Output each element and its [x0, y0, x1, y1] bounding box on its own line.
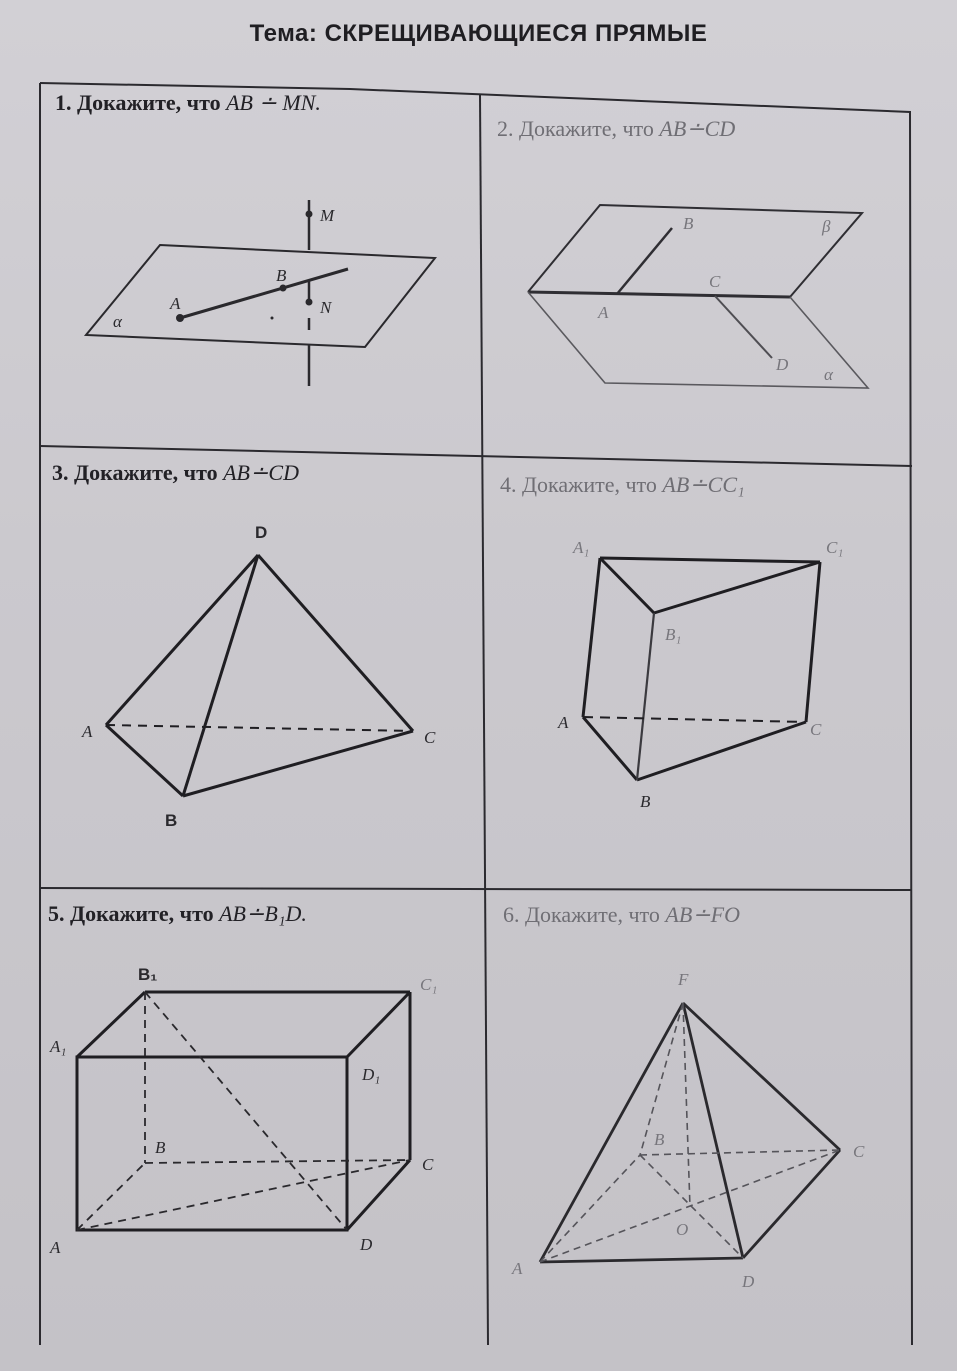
f3-edge-ac: [106, 725, 413, 731]
f6-label-d: D: [742, 1272, 755, 1291]
f5-label-b: B: [155, 1138, 166, 1157]
f6-edge-fd: [683, 1003, 743, 1258]
f1-label-n: N: [320, 298, 332, 317]
f5-hidden-edges: [77, 992, 410, 1230]
f3-edge-da: [106, 555, 258, 725]
f4-label-a1: A₁: [573, 538, 590, 557]
f6-label-a: A: [512, 1259, 523, 1278]
f4-edge-ab: [583, 717, 637, 780]
f4-edge-bb1: [637, 613, 654, 780]
f1-label-alpha: α: [113, 312, 122, 331]
task-5-statement: AB∸B₁D.: [219, 901, 307, 926]
f4-edge-aa1: [583, 558, 600, 717]
task-6-number: 6.: [503, 902, 520, 927]
f2-edge-line: [528, 292, 790, 297]
f2-label-beta: β: [822, 217, 831, 236]
task-4-prompt: Докажите, что: [522, 472, 657, 497]
task-1-prompt: Докажите, что: [77, 90, 221, 115]
task-5-number: 5.: [48, 901, 65, 926]
f4-edge-a1b1: [600, 558, 654, 613]
figure-2: [528, 205, 868, 388]
f2-line-cd: [715, 296, 772, 358]
task-5-prompt: Докажите, что: [70, 901, 214, 926]
f5-edge-bc: [145, 1160, 410, 1163]
f6-hidden-edges: [540, 1003, 840, 1262]
f5-label-d1: D₁: [362, 1065, 381, 1084]
f6-label-c: C: [853, 1142, 865, 1161]
f5-edge-a1b1: [77, 992, 145, 1057]
f3-label-c: C: [424, 728, 436, 747]
task-6-prompt: Докажите, что: [525, 902, 660, 927]
f2-label-a: A: [598, 303, 609, 322]
f2-label-d: D: [776, 355, 789, 374]
f3-edge-db: [183, 555, 258, 796]
f4-label-b: B: [640, 792, 651, 811]
f5-label-c: C: [422, 1155, 434, 1174]
table-grid: [40, 83, 912, 1345]
f3-label-b: B: [165, 811, 178, 830]
f1-label-a: A: [170, 294, 181, 313]
page-title: Тема: СКРЕЩИВАЮЩИЕСЯ ПРЯМЫЕ: [249, 20, 708, 47]
f4-edge-b1c1: [654, 562, 820, 613]
f4-edge-cc1: [806, 562, 820, 722]
f1-label-b: B: [276, 266, 287, 285]
f2-label-b: B: [683, 214, 694, 233]
figure-3: [106, 555, 413, 796]
f6-edge-bc: [640, 1150, 840, 1155]
f4-label-b1: B₁: [665, 625, 682, 644]
f6-diag-ac: [540, 1150, 840, 1262]
task-1-statement: AB ∸ MN.: [226, 90, 321, 115]
f1-point-a: [177, 315, 184, 322]
task-2-prompt: Докажите, что: [519, 116, 654, 141]
f4-edge-a1c1: [600, 558, 820, 562]
task-4-number: 4.: [500, 472, 517, 497]
f1-point-n: [306, 299, 312, 305]
f3-edge-ab: [106, 725, 183, 796]
f5-edge-d1c1: [347, 992, 410, 1057]
task-2-statement: AB∸CD: [659, 116, 736, 141]
f2-label-alpha: α: [824, 365, 833, 384]
f6-edge-ad: [540, 1258, 743, 1262]
task-3-prompt: Докажите, что: [74, 460, 218, 485]
f5-label-b1: B₁: [138, 965, 158, 984]
f1-point-m: [306, 211, 312, 217]
f6-edge-dc: [743, 1150, 840, 1258]
f5-edge-ab: [77, 1163, 145, 1230]
task-4-statement: AB∸CC₁: [662, 472, 745, 497]
f5-label-c1: C₁: [420, 975, 438, 994]
f6-label-o: O: [676, 1220, 689, 1239]
f6-label-f: F: [678, 970, 689, 989]
f3-label-d: D: [255, 523, 268, 542]
task-3-statement: AB∸CD: [223, 460, 299, 485]
task-1-number: 1.: [55, 90, 72, 115]
task-3-number: 3.: [52, 460, 69, 485]
f2-plane-beta: [528, 205, 862, 297]
f5-label-a1: A₁: [50, 1037, 67, 1056]
f4-label-c1: C₁: [826, 538, 844, 557]
f5-front-face: [77, 1057, 347, 1230]
figure-6: [540, 1003, 840, 1262]
f3-edge-bc: [183, 731, 413, 796]
f2-label-c: C: [709, 272, 721, 291]
f1-label-m: M: [320, 206, 335, 225]
f3-edge-dc: [258, 555, 413, 731]
f6-edge-fc: [683, 1003, 840, 1150]
f5-label-d: D: [360, 1235, 373, 1254]
task-2-number: 2.: [497, 116, 514, 141]
f6-label-b: B: [654, 1130, 665, 1149]
f4-edge-bc: [637, 722, 806, 780]
f5-diag-ac: [77, 1160, 410, 1230]
f1-point-b: [280, 285, 286, 291]
figure-4: [583, 558, 820, 780]
f4-label-a: A: [558, 713, 569, 732]
f3-label-a: A: [82, 722, 93, 741]
f5-label-a: A: [50, 1238, 61, 1257]
f2-line-ab: [617, 228, 672, 294]
f6-diag-bd: [640, 1155, 743, 1258]
f2-plane-alpha: [528, 292, 868, 388]
task-6-statement: AB∸FO: [665, 902, 741, 927]
figure-1: [86, 200, 435, 386]
f4-edge-ac: [583, 717, 806, 722]
f4-label-c: C: [810, 720, 822, 739]
